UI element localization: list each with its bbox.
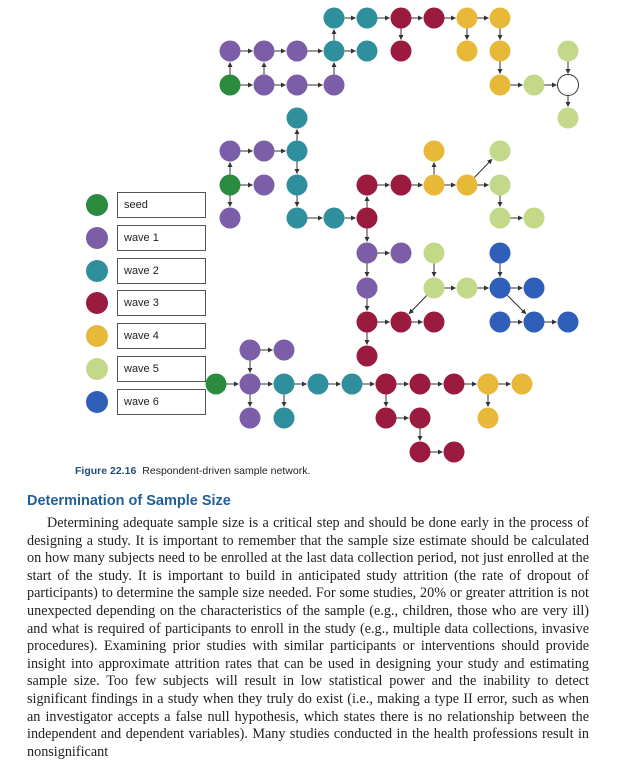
node-A2 [357,8,378,29]
node-H1 [357,243,378,264]
node-I4 [490,278,511,299]
figure-caption-text: Respondent-driven sample network. [142,465,311,477]
node-K2 [274,340,295,361]
node-N1 [410,442,431,463]
node-G4 [357,208,378,229]
figure-caption [75,465,310,477]
node-F2 [254,175,275,196]
legend-swatch-5 [86,358,108,380]
legend-swatch-0 [86,194,108,216]
node-B9 [558,41,579,62]
figure-number: Figure 22.16 [75,465,137,477]
edge-I2-J2 [409,296,427,314]
node-L7 [410,374,431,395]
node-F5 [391,175,412,196]
node-B7 [457,41,478,62]
node-F1 [220,175,241,196]
node-H4 [490,243,511,264]
node-C1 [220,75,241,96]
node-A5 [457,8,478,29]
node-C6 [524,75,545,96]
node-J5 [524,312,545,333]
node-C5 [490,75,511,96]
legend-label-wave-4: wave 4 [117,323,206,349]
node-H2 [391,243,412,264]
node-J1 [357,312,378,333]
legend-label-wave-3: wave 3 [117,290,206,316]
node-I5 [524,278,545,299]
node-B3 [287,41,308,62]
section-heading: Determination of Sample Size [27,493,231,509]
node-C7 [558,75,579,96]
edge-F7-E5 [474,159,492,177]
node-L9 [478,374,499,395]
node-L3 [274,374,295,395]
node-L8 [444,374,465,395]
node-A6 [490,8,511,29]
node-J2 [391,312,412,333]
node-G3 [324,208,345,229]
node-F6 [424,175,445,196]
node-M2 [274,408,295,429]
body-text [27,515,589,761]
node-G6 [524,208,545,229]
node-I3 [457,278,478,299]
node-K1 [240,340,261,361]
node-C4 [324,75,345,96]
legend-swatches [86,194,108,413]
node-M1 [240,408,261,429]
node-B5 [357,41,378,62]
legend-label-wave-1: wave 1 [117,225,206,251]
node-B8 [490,41,511,62]
legend-label-wave-5: wave 5 [117,356,206,382]
node-C2 [254,75,275,96]
node-F3 [287,175,308,196]
node-M4 [410,408,431,429]
node-L2 [240,374,261,395]
node-G2 [287,208,308,229]
legend-swatch-4 [86,325,108,347]
legend-label-seed: seed [117,192,206,218]
node-B6 [391,41,412,62]
node-L4 [308,374,329,395]
node-B2 [254,41,275,62]
node-L1 [206,374,227,395]
node-L10 [512,374,533,395]
node-I1 [357,278,378,299]
legend-label-wave-2: wave 2 [117,258,206,284]
node-M3 [376,408,397,429]
node-G1 [220,208,241,229]
legend-swatch-1 [86,227,108,249]
node-M5 [478,408,499,429]
node-F4 [357,175,378,196]
legend-swatch-2 [86,260,108,282]
node-F7 [457,175,478,196]
node-J3 [424,312,445,333]
node-A1 [324,8,345,29]
node-E1 [220,141,241,162]
node-D1 [287,108,308,129]
node-J4 [490,312,511,333]
node-L6 [376,374,397,395]
node-H3 [424,243,445,264]
body-paragraph: Determining adequate sample size is a critical step and should be done early in the process of designing a study. It is important to remember that the sample size estimate should be calculated on how many subjects need to be enrolled at the last data collection period, not just enrolled at the start of the study. It is important to build in anticipated study attrition (the rate of dropout of participants) to determine the sample size needed. For some studies, 20% or greater attrition is not unexpected depending on the characteristics of the sample (e.g., children, those who are very ill) and what is required of participants to enroll in the study (e.g., multiple data collections, invasive procedures). Examining prior studies with similar participants or interventions should provide insight into approximate attrition rates that can be used in designing your study and estimating sample size. Too few subjects will result in low statistical power and the inability to detect significant findings in a study when they truly do exist (i.e., making a type II error, such as when an investigator accepts a false null hypothesis, which states there is no relationship between the independent and dependent variables). Many studies conducted in the health professions result in nonsignificant [27,515,589,760]
node-A3 [391,8,412,29]
node-A4 [424,8,445,29]
node-I2 [424,278,445,299]
network-nodes [206,8,579,463]
node-D2 [558,108,579,129]
node-E3 [287,141,308,162]
node-B1 [220,41,241,62]
edge-I4-J5 [507,295,525,313]
node-C3 [287,75,308,96]
legend-swatch-6 [86,391,108,413]
node-N2 [444,442,465,463]
node-E5 [490,141,511,162]
node-G5 [490,208,511,229]
node-J6 [558,312,579,333]
legend-label-wave-6: wave 6 [117,389,206,415]
node-E2 [254,141,275,162]
node-B4 [324,41,345,62]
legend-swatch-3 [86,292,108,314]
node-K3 [357,346,378,367]
node-F8 [490,175,511,196]
node-E4 [424,141,445,162]
node-L5 [342,374,363,395]
